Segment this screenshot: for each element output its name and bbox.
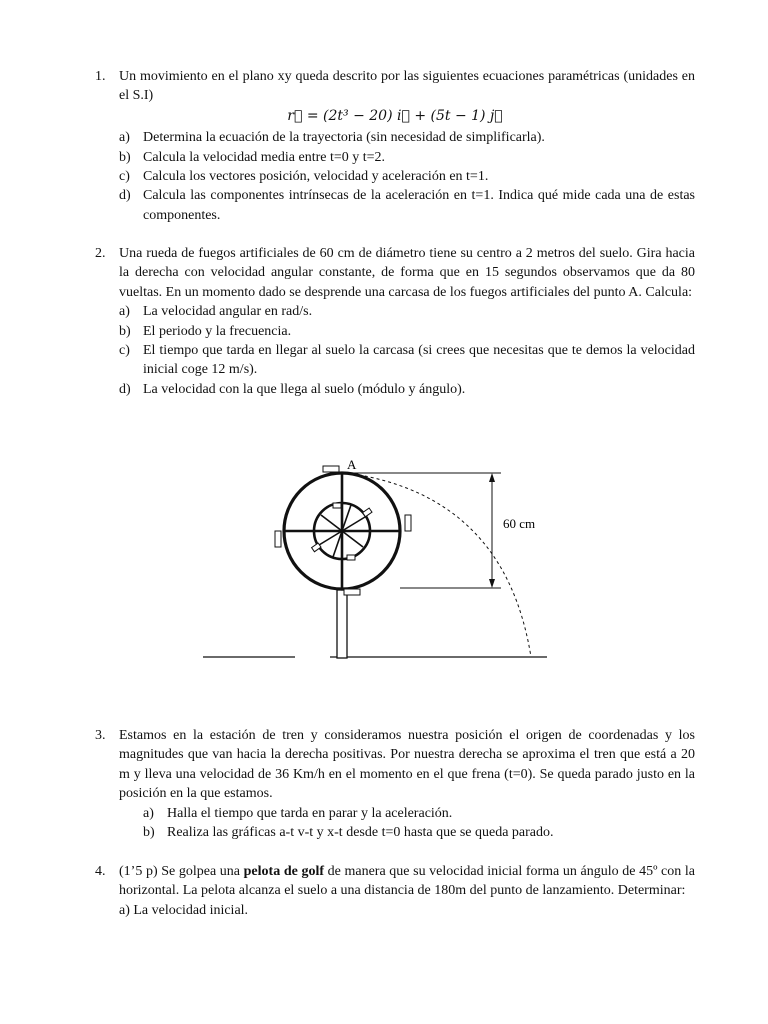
problem-2: [95, 244, 695, 399]
item-list: [143, 804, 695, 843]
item-text: Calcula las componentes intrínsecas de la aceleración en t=1. Indica qué mide cada una de estas componentes.: [143, 188, 695, 223]
problem-1: [95, 67, 695, 225]
intro-bold-text: pelota de golf: [243, 864, 324, 879]
item-text: Halla el tiempo que tarda en parar y la aceleración.: [167, 805, 453, 821]
list-item: [119, 380, 695, 399]
item-text: La velocidad con la que llega al suelo (módulo y ángulo).: [143, 381, 466, 397]
problem-intro: Una rueda de fuegos artificiales de 60 cm de diámetro tiene su centro a 2 metros del suelo. Gira hacia la derecha con velocidad angular constante, de forma que en 15 segundos observamos que da 80 vueltas. En un momento dado se desprende una carcasa de los fuegos artificiales del punto A. Calcula:: [119, 246, 695, 300]
list-item: [119, 148, 695, 167]
list-item: [119, 167, 695, 186]
problem-number: 4.: [95, 864, 106, 879]
item-label: d): [119, 381, 131, 397]
item-text: Realiza las gráficas a-t v-t y x-t desde t=0 hasta que se queda parado.: [167, 825, 554, 841]
list-item: [119, 302, 695, 321]
item-label: d): [119, 188, 131, 204]
problem-4: [95, 862, 695, 920]
item-list: [119, 128, 695, 225]
list-item: [119, 322, 695, 341]
item-label: c): [119, 343, 130, 359]
item-label: b): [119, 149, 131, 165]
point-a-label: A: [347, 457, 357, 472]
problem-intro: Un movimiento en el plano xy queda descrito por las siguientes ecuaciones paramétricas (unidades en el S.I): [119, 69, 695, 104]
item-label: b): [119, 323, 131, 339]
item-label: b): [143, 825, 155, 841]
problem-3: [95, 726, 695, 842]
problem-number: 3.: [95, 728, 106, 743]
intro-text-continued: de manera que su velocidad inicial forma un ángulo de 45º con la horizontal. La pelota alcanza el suelo a una distancia de 180m del punto de lanzamiento. Determinar:: [119, 864, 695, 899]
dimension-arrow-bottom: [489, 579, 495, 588]
item-text: Calcula la velocidad media entre t=0 y t=2.: [143, 149, 386, 165]
list-item: [143, 804, 695, 823]
list-item: [119, 341, 695, 380]
item-label: a): [143, 805, 154, 821]
item-text: La velocidad angular en rad/s.: [143, 304, 313, 320]
item-label: a): [119, 304, 130, 320]
list-item: [119, 128, 695, 147]
position-equation: r⃗ = (2t³ − 20) i⃗ + (5t − 1) j⃗: [287, 107, 503, 124]
list-item: [119, 186, 695, 225]
problem-number: 1.: [95, 69, 106, 84]
pole: [337, 590, 347, 658]
intro-text: (1’5 p) Se golpea una: [119, 864, 244, 879]
item-text: El tiempo que tarda en llegar al suelo la carcasa (si crees que necesitas que te demos la velocidad inicial coge 12 m/s).: [143, 343, 695, 378]
fireworks-wheel-figure: [195, 455, 565, 670]
problem-intro: [119, 862, 695, 901]
dimension-label: 60 cm: [503, 516, 536, 531]
dimension-arrow-top: [489, 473, 495, 482]
problem-intro: Estamos en la estación de tren y consideramos nuestra posición el origen de coordenadas y los magnitudes que van hacia la derecha positivas. Por nuestra derecha se aproxima el tren que está a 20 m y lleva una velocidad de 36 Km/h en el momento en el que frena (t=0). Se queda parado justo en la posición en la que estamos.: [119, 728, 695, 802]
item-list: [119, 302, 695, 399]
list-item: [143, 823, 695, 842]
item-text: Determina la ecuación de la trayectoria (sin necesidad de simplificarla).: [143, 130, 545, 146]
list-item: a) La velocidad inicial.: [119, 902, 249, 918]
item-text: El periodo y la frecuencia.: [143, 323, 292, 339]
item-label: c): [119, 169, 130, 185]
problem-number: 2.: [95, 246, 106, 261]
trajectory-arc: [347, 473, 531, 657]
item-label: a): [119, 130, 130, 146]
item-text: Calcula los vectores posición, velocidad y aceleración en t=1.: [143, 169, 489, 185]
